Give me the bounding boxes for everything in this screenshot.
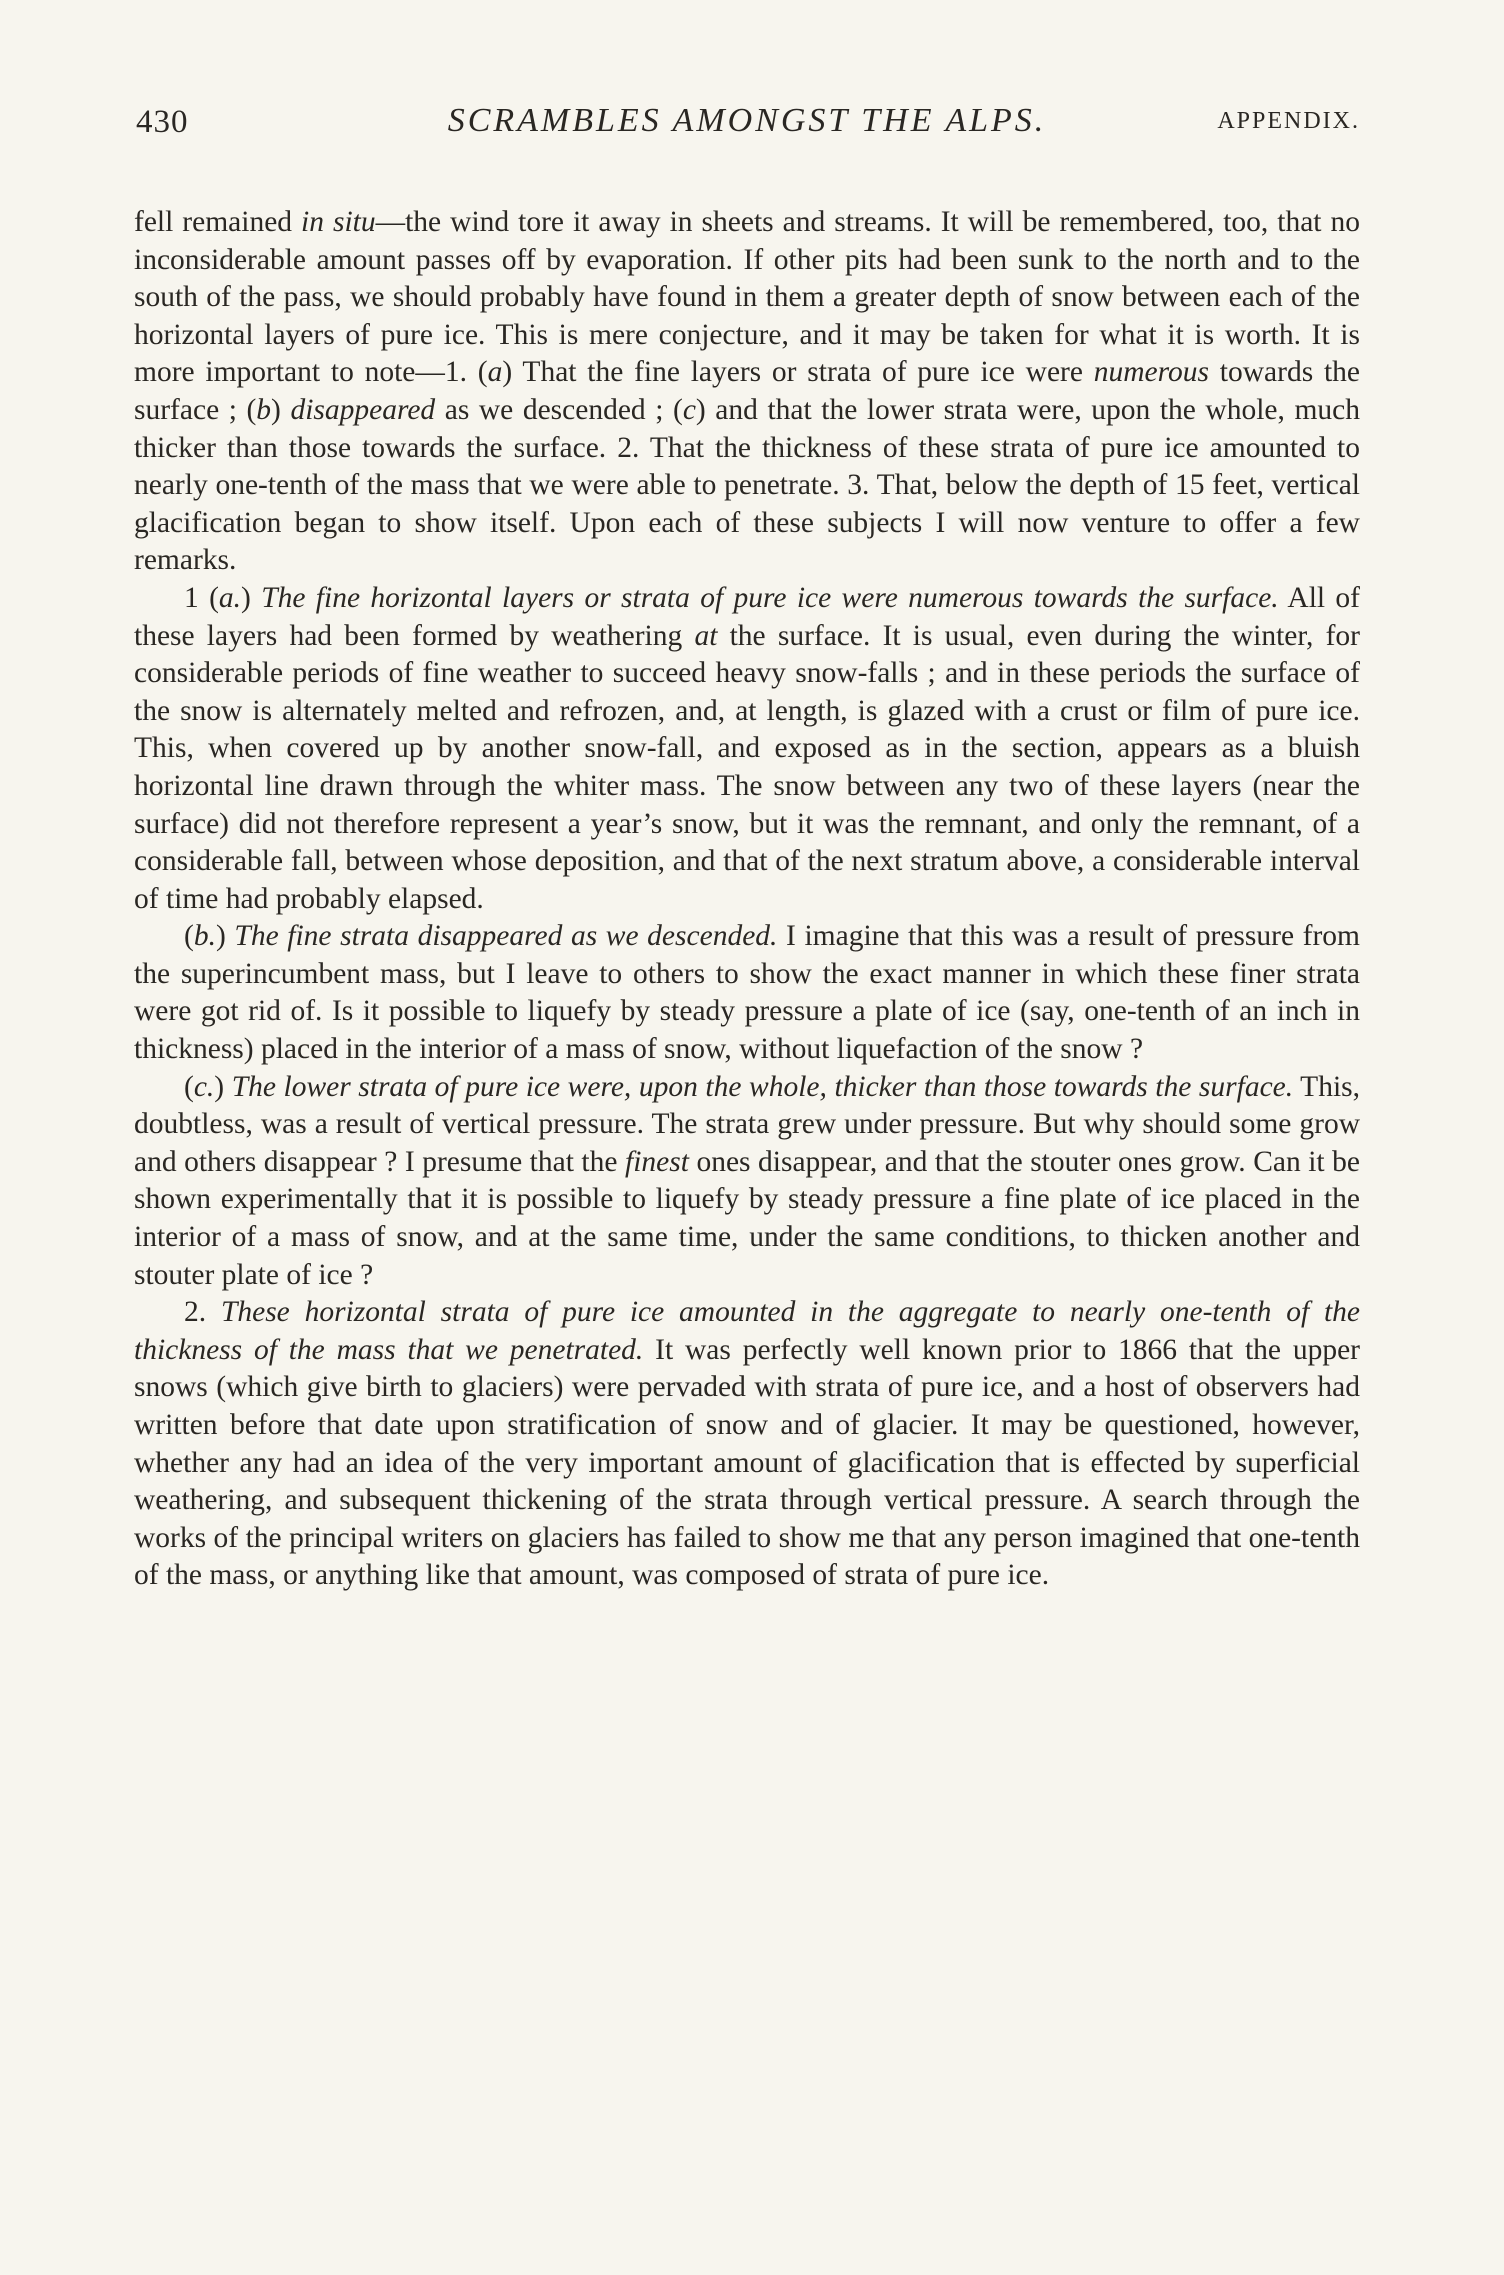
text-run: This, doubtless, was a result of vertical pressure. The strata grew under pressure. But why should some grow and others disappear ? I presume that the — [134, 1070, 1360, 1178]
italic-run: The fine horizontal layers or strata of pure ice were numerous towards the surface. — [261, 581, 1279, 614]
italic-run: at — [694, 619, 718, 652]
italic-run: c. — [193, 1070, 215, 1103]
section-label: APPENDIX. — [1217, 108, 1360, 134]
italic-run: These horizontal strata of pure ice amounted in the aggregate to nearly one-tenth of the thickness of the mass that we penetrated. — [134, 1296, 1360, 1366]
body-text — [134, 204, 1360, 1595]
text-run: ( — [184, 1070, 194, 1103]
paragraph-1b — [134, 918, 1360, 1068]
text-run: I imagine that this was a result of pressure from the superincumbent mass, but I leave to others to show the exact manner in which these finer strata were got rid of. Is it possible to liquefy by steady pressure a plate of ice (say, one-tenth of an inch in thickness) placed in the interior of a mass of snow, without liquefaction of the snow ? — [134, 920, 1361, 1066]
book-page — [134, 100, 1360, 1595]
text-run: as we descended ; ( — [435, 393, 683, 426]
text-run: 1 ( — [184, 581, 219, 614]
text-run: ) — [241, 581, 262, 614]
italic-run: a — [487, 356, 503, 389]
running-title: SCRAMBLES AMONGST THE ALPS. — [447, 102, 1047, 139]
text-run: ) — [214, 1070, 232, 1103]
italic-run: The fine strata disappeared as we descended. — [234, 920, 778, 953]
text-run: ( — [184, 920, 194, 953]
italic-run: finest — [625, 1145, 689, 1178]
paragraph-1c — [134, 1069, 1360, 1295]
italic-run: The lower strata of pure ice were, upon the whole, thicker than those towards the surface. — [231, 1070, 1294, 1103]
text-run: ones disappear, and that the stouter ones grow. Can it be shown experimentally that it is possible to liquefy by steady pressure a fine plate of ice placed in the interior of a mass of snow, and at the same time, under the same conditions, to thicken another and stouter plate of ice ? — [134, 1145, 1360, 1291]
text-run: —the wind tore it away in sheets and streams. It will be remembered, too, that no inconsiderable amount passes off by evaporation. If other pits had been sunk to the north and to the south of the pass, we should probably have found in them a greater depth of snow between each of the horizontal layers of pure ice. This is mere conjecture, and it may be taken for what it is worth. It is more important to note—1. ( — [134, 206, 1360, 389]
italic-run: disappeared — [290, 393, 436, 426]
text-run: ) — [271, 393, 291, 426]
text-run: All of these layers had been formed by weathering — [134, 581, 1360, 652]
italic-run: a. — [218, 581, 242, 614]
paragraph-continuation — [134, 204, 1360, 580]
paragraph-2 — [134, 1294, 1360, 1595]
text-run: It was perfectly well known prior to 1866 that the upper snows (which give birth to glaciers) were pervaded with strata of pure ice, and a host of observers had written before that date upon stratification of snow and of glacier. It may be questioned, however, whether any had an idea of the very important amount of glacification that is effected by superficial weathering, and subsequent thickening of the strata through vertical pressure. A search through the works of the principal writers on glaciers has failed to show me that any person imagined that one-tenth of the mass, or anything like that amount, was composed of strata of pure ice. — [134, 1333, 1360, 1592]
text-run: ) — [215, 920, 235, 953]
italic-run: b — [256, 393, 272, 426]
text-run: 2. — [184, 1296, 221, 1329]
text-run: ) and that the lower strata were, upon the whole, much thicker than those towards the surface. 2. That the thickness of these strata of pure ice amounted to nearly one-tenth of the mass that we were able to penetrate. 3. That, below the depth of 15 feet, vertical glacification began to show itself. Upon each of these subjects I will now venture to offer a few remarks. — [134, 393, 1360, 577]
italic-run: b. — [193, 920, 216, 953]
text-run: the surface. It is usual, even during the winter, for considerable periods of fine weather to succeed heavy snow-falls ; and in these periods the surface of the snow is alternately melted and refrozen, and, at length, is glazed with a crust or film of pure ice. This, when covered up by another snow-fall, and exposed as in the section, appears as a bluish horizontal line drawn through the whiter mass. The snow between any two of these layers (near the surface) did not therefore represent a year’s snow, but it was the remnant, and only the remnant, of a considerable fall, between whose deposition, and that of the next stratum above, a considerable interval of time had probably elapsed. — [134, 619, 1360, 915]
page-number: 430 — [136, 104, 189, 140]
running-header — [134, 100, 1360, 160]
italic-run: c — [682, 393, 696, 426]
text-run: towards the surface ; ( — [134, 356, 1361, 426]
paragraph-1a — [134, 580, 1360, 918]
text-run: ) That the fine layers or strata of pure ice were — [502, 356, 1094, 389]
italic-run: in situ — [301, 206, 376, 238]
italic-run: numerous — [1093, 356, 1210, 389]
text-run: fell remained — [134, 206, 302, 238]
